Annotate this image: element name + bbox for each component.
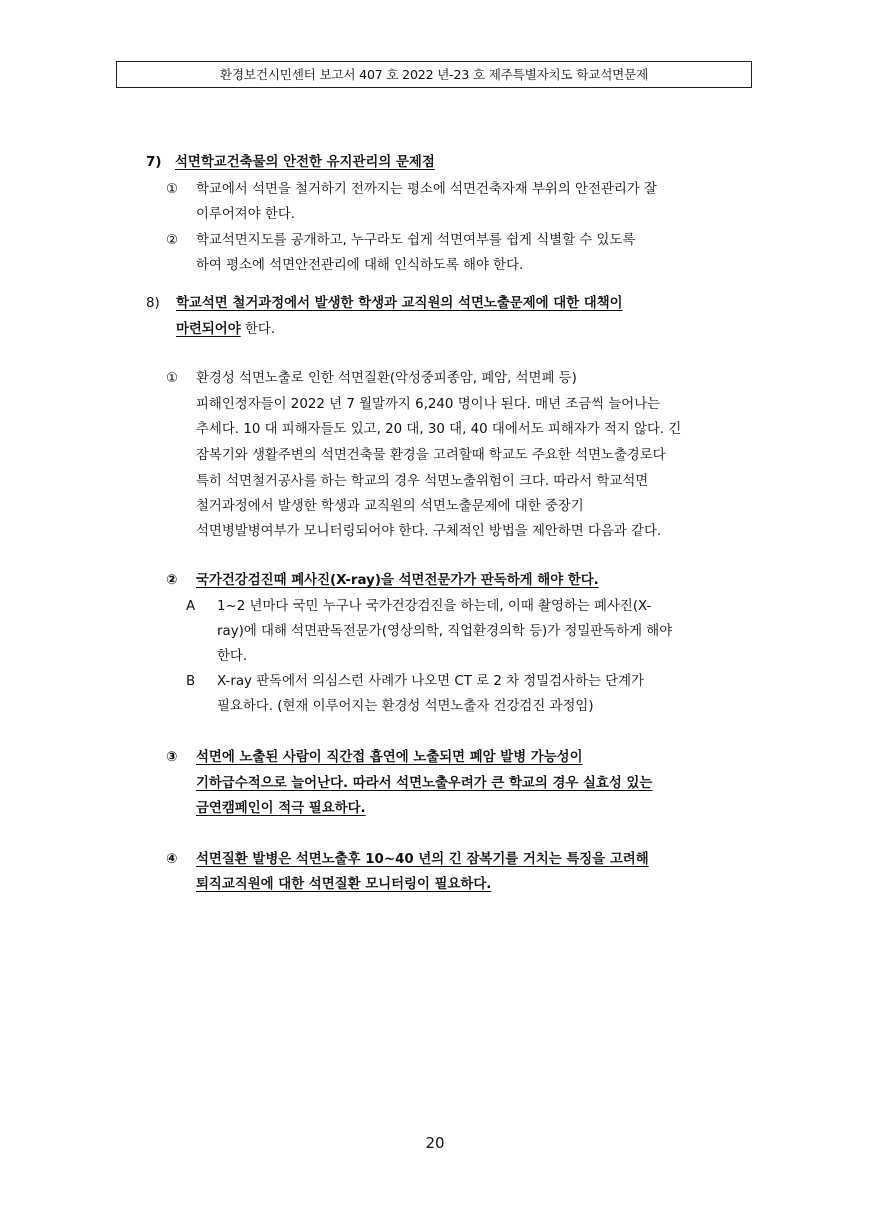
section-8-item-2-marker: ② [166, 573, 178, 588]
page-number: 20 [425, 1134, 445, 1152]
section-8-item-4-line-1: 석면질환 발병은 석면노출후 10~40 년의 긴 잠복기를 거치는 특징을 고려해 [196, 852, 649, 867]
section-8-title-line-1: 학교석면 철거과정에서 발생한 학생과 교직원의 석면노출문제에 대한 대책이 [176, 296, 623, 311]
section-8-item-1-marker: ① [166, 371, 179, 386]
section-7-item-2-line-1: 학교석면지도를 공개하고, 누구라도 쉽게 석면여부를 쉽게 식별할 수 있도록 [196, 233, 636, 248]
section-8-title-line-2 [176, 320, 275, 340]
section-7-item-2-line-2: 하여 평소에 석면안전관리에 대해 인식하도록 해야 한다. [196, 258, 524, 273]
section-8-item-2-sub-a-line-2: ray)에 대해 석면판독전문가(영상의학, 직업환경의학 등)가 정밀판독하게 해야 [217, 624, 673, 639]
section-7-item-1-marker: ① [166, 182, 179, 197]
section-8-item-4-line-2: 퇴직교직원에 대한 석면질환 모니터링이 필요하다. [196, 877, 492, 892]
section-8-title-line-2-bold: 마련되어야 [176, 322, 241, 337]
section-8-item-2-title: 국가건강검진때 폐사진(X-ray)을 석면전문가가 판독하게 해야 한다. [196, 573, 599, 588]
section-8-item-2-sub-a-line-1: 1~2 년마다 국민 누구나 국가건강검진을 하는데, 이때 촬영하는 폐사진(X- [217, 599, 652, 614]
section-8-item-3-marker: ③ [166, 750, 178, 765]
section-8-item-3-line-1: 석면에 노출된 사람이 직간접 흡연에 노출되면 폐암 발병 가능성이 [196, 750, 583, 765]
section-8-item-2-sub-b-marker: B [186, 674, 196, 689]
section-8-item-1-line-7: 석면병발병여부가 모니터링되어야 한다. 구체적인 방법을 제안하면 다음과 같다. [196, 524, 662, 539]
section-8-item-2-sub-b-line-2: 필요하다. (현재 이루어지는 환경성 석면노출자 건강검진 과정임) [217, 699, 594, 714]
section-8-item-2-sub-b-line-1: X-ray 판독에서 의심스런 사례가 나오면 CT 로 2 차 정밀검사하는 단계가 [217, 674, 644, 689]
section-8-item-2-sub-a-line-3: 한다. [217, 649, 248, 664]
section-7-item-1-line-2: 이루어져야 한다. [196, 207, 296, 222]
section-8-item-2-sub-a-marker: A [186, 599, 196, 614]
section-7-item-2-marker: ② [166, 233, 179, 248]
section-7-item-1-line-1: 학교에서 석면을 철거하기 전까지는 평소에 석면건축자재 부위의 안전관리가 잘 [196, 182, 657, 197]
section-8-number: 8) [146, 296, 160, 311]
report-header-text: 환경보건시민센터 보고서 407 호 2022 년-23 호 제주특별자치도 학교석면문제 [219, 67, 649, 82]
section-7-number: 7) [146, 155, 162, 170]
section-8-item-1-line-5: 특히 석면철거공사를 하는 학교의 경우 석면노출위험이 크다. 따라서 학교석면 [196, 474, 649, 489]
section-8-item-1-line-4: 잠복기와 생활주변의 석면건축물 환경을 고려할때 학교도 주요한 석면노출경로다 [196, 448, 666, 463]
section-8-item-1-line-2: 피해인정자들이 2022 년 7 월말까지 6,240 명이나 된다. 매년 조금씩 늘어나는 [196, 397, 661, 412]
section-8-item-3-line-3: 금연캠페인이 적극 필요하다. [196, 801, 366, 816]
section-8-title-line-2-rest: 한다. [240, 322, 276, 337]
section-8-item-1-line-1: 환경성 석면노출로 인한 석면질환(악성중피종암, 폐암, 석면폐 등) [196, 371, 577, 386]
section-7-title: 석면학교건축물의 안전한 유지관리의 문제점 [175, 155, 435, 170]
section-8-item-1-line-6: 철거과정에서 발생한 학생과 교직원의 석면노출문제에 대한 중장기 [196, 499, 584, 514]
section-8-item-4-marker: ④ [166, 852, 178, 867]
section-8-item-3-line-2: 기하급수적으로 늘어난다. 따라서 석면노출우려가 큰 학교의 경우 실효성 있는 [196, 776, 653, 791]
report-header [116, 61, 752, 88]
section-8-item-1-line-3: 추세다. 10 대 피해자들도 있고, 20 대, 30 대, 40 대에서도 피해자가 적지 않다. 긴 [196, 422, 682, 437]
